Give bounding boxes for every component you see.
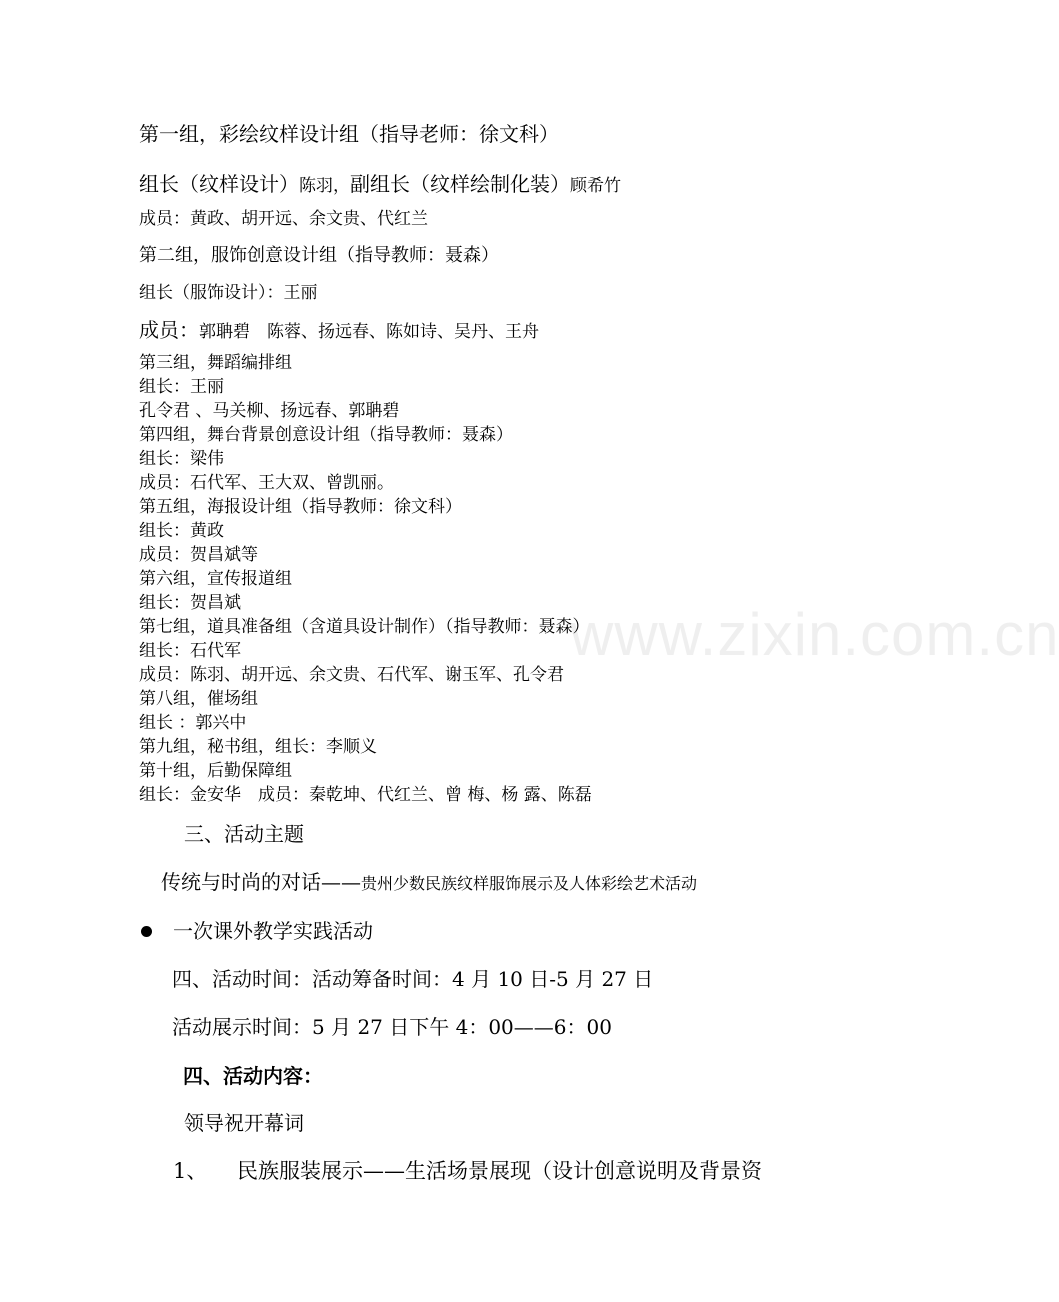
group2-members xyxy=(139,320,539,341)
group9-title: 第九组，秘书组，组长：李顺义 xyxy=(139,737,377,757)
group1-members: 成员：黄政、胡开远、余文贵、代红兰 xyxy=(139,209,428,229)
group4-title: 第四组，舞台背景创意设计组（指导教师：聂森） xyxy=(139,425,513,445)
group6-leader: 组长：贺昌斌 xyxy=(139,593,241,613)
theme-title xyxy=(161,872,697,892)
group5-leader: 组长：黄政 xyxy=(139,521,224,541)
prep-time: 四、活动时间：活动筹备时间：4 月 10 日-5 月 27 日 xyxy=(172,967,654,991)
group1-deputy-name: 顾希竹 xyxy=(570,176,621,196)
group1-title: 第一组，彩绘纹样设计组（指导老师：徐文科） xyxy=(139,122,559,146)
group8-leader: 组长 ：郭兴中 xyxy=(139,713,247,733)
group2-title: 第二组，服饰创意设计组（指导教师：聂森） xyxy=(139,245,499,266)
group10-title: 第十组，后勤保障组 xyxy=(139,761,292,781)
show-time: 活动展示时间：5 月 27 日下午 4：00——6：00 xyxy=(172,1015,612,1039)
item1-number: 1、 xyxy=(173,1159,208,1183)
theme-title-main: 传统与时尚的对话—— xyxy=(161,870,361,894)
group7-members: 成员：陈羽、胡开远、余文贵、石代军、谢玉军、孔令君 xyxy=(139,665,564,685)
item1-text: 民族服装展示——生活场景展现（设计创意说明及背景资 xyxy=(237,1159,762,1183)
group5-title: 第五组，海报设计组（指导教师：徐文科） xyxy=(139,497,462,517)
group1-leaders xyxy=(139,174,621,195)
theme-bullet: 一次课外教学实践活动 xyxy=(173,919,373,943)
opening-speech: 领导祝开幕词 xyxy=(184,1111,304,1135)
theme-title-sub: 贵州少数民族纹样服饰展示及人体彩绘艺术活动 xyxy=(361,874,698,893)
group8-title: 第八组，催场组 xyxy=(139,689,258,709)
group6-title: 第六组，宣传报道组 xyxy=(139,569,292,589)
group10-leader: 组长：金安华 成员：秦乾坤、代红兰、曾 梅、杨 露、陈磊 xyxy=(139,785,592,805)
group3-members: 孔令君 、马关柳、扬远春、郭聃碧 xyxy=(139,401,400,421)
theme-heading: 三、活动主题 xyxy=(184,822,304,846)
group4-leader: 组长：梁伟 xyxy=(139,449,224,469)
group2-members-label: 成员： xyxy=(139,318,199,342)
group3-leader: 组长：王丽 xyxy=(139,377,224,397)
group7-title: 第七组，道具准备组（含道具设计制作）（指导教师：聂森） xyxy=(139,617,590,637)
group3-title: 第三组，舞蹈编排组 xyxy=(139,353,292,373)
group4-members: 成员：石代军、王大双、曾凯丽。 xyxy=(139,473,394,493)
group1-deputy-label: 副组长（纹样绘制化装） xyxy=(350,172,570,196)
group1-leader-label: 组长（纹样设计） xyxy=(139,172,299,196)
group7-leader: 组长：石代军 xyxy=(139,641,241,661)
group5-members: 成员：贺昌斌等 xyxy=(139,545,258,565)
bullet-icon xyxy=(141,926,152,937)
content-heading: 四、活动内容： xyxy=(183,1064,323,1088)
group2-leader: 组长（服饰设计）：王丽 xyxy=(139,283,318,303)
watermark: www.zixin.com.cn xyxy=(570,601,1059,668)
group1-leader-name: 陈羽， xyxy=(299,176,350,196)
group2-members-names: 郭聃碧 陈蓉、扬远春、陈如诗、吴丹、王舟 xyxy=(199,322,539,342)
